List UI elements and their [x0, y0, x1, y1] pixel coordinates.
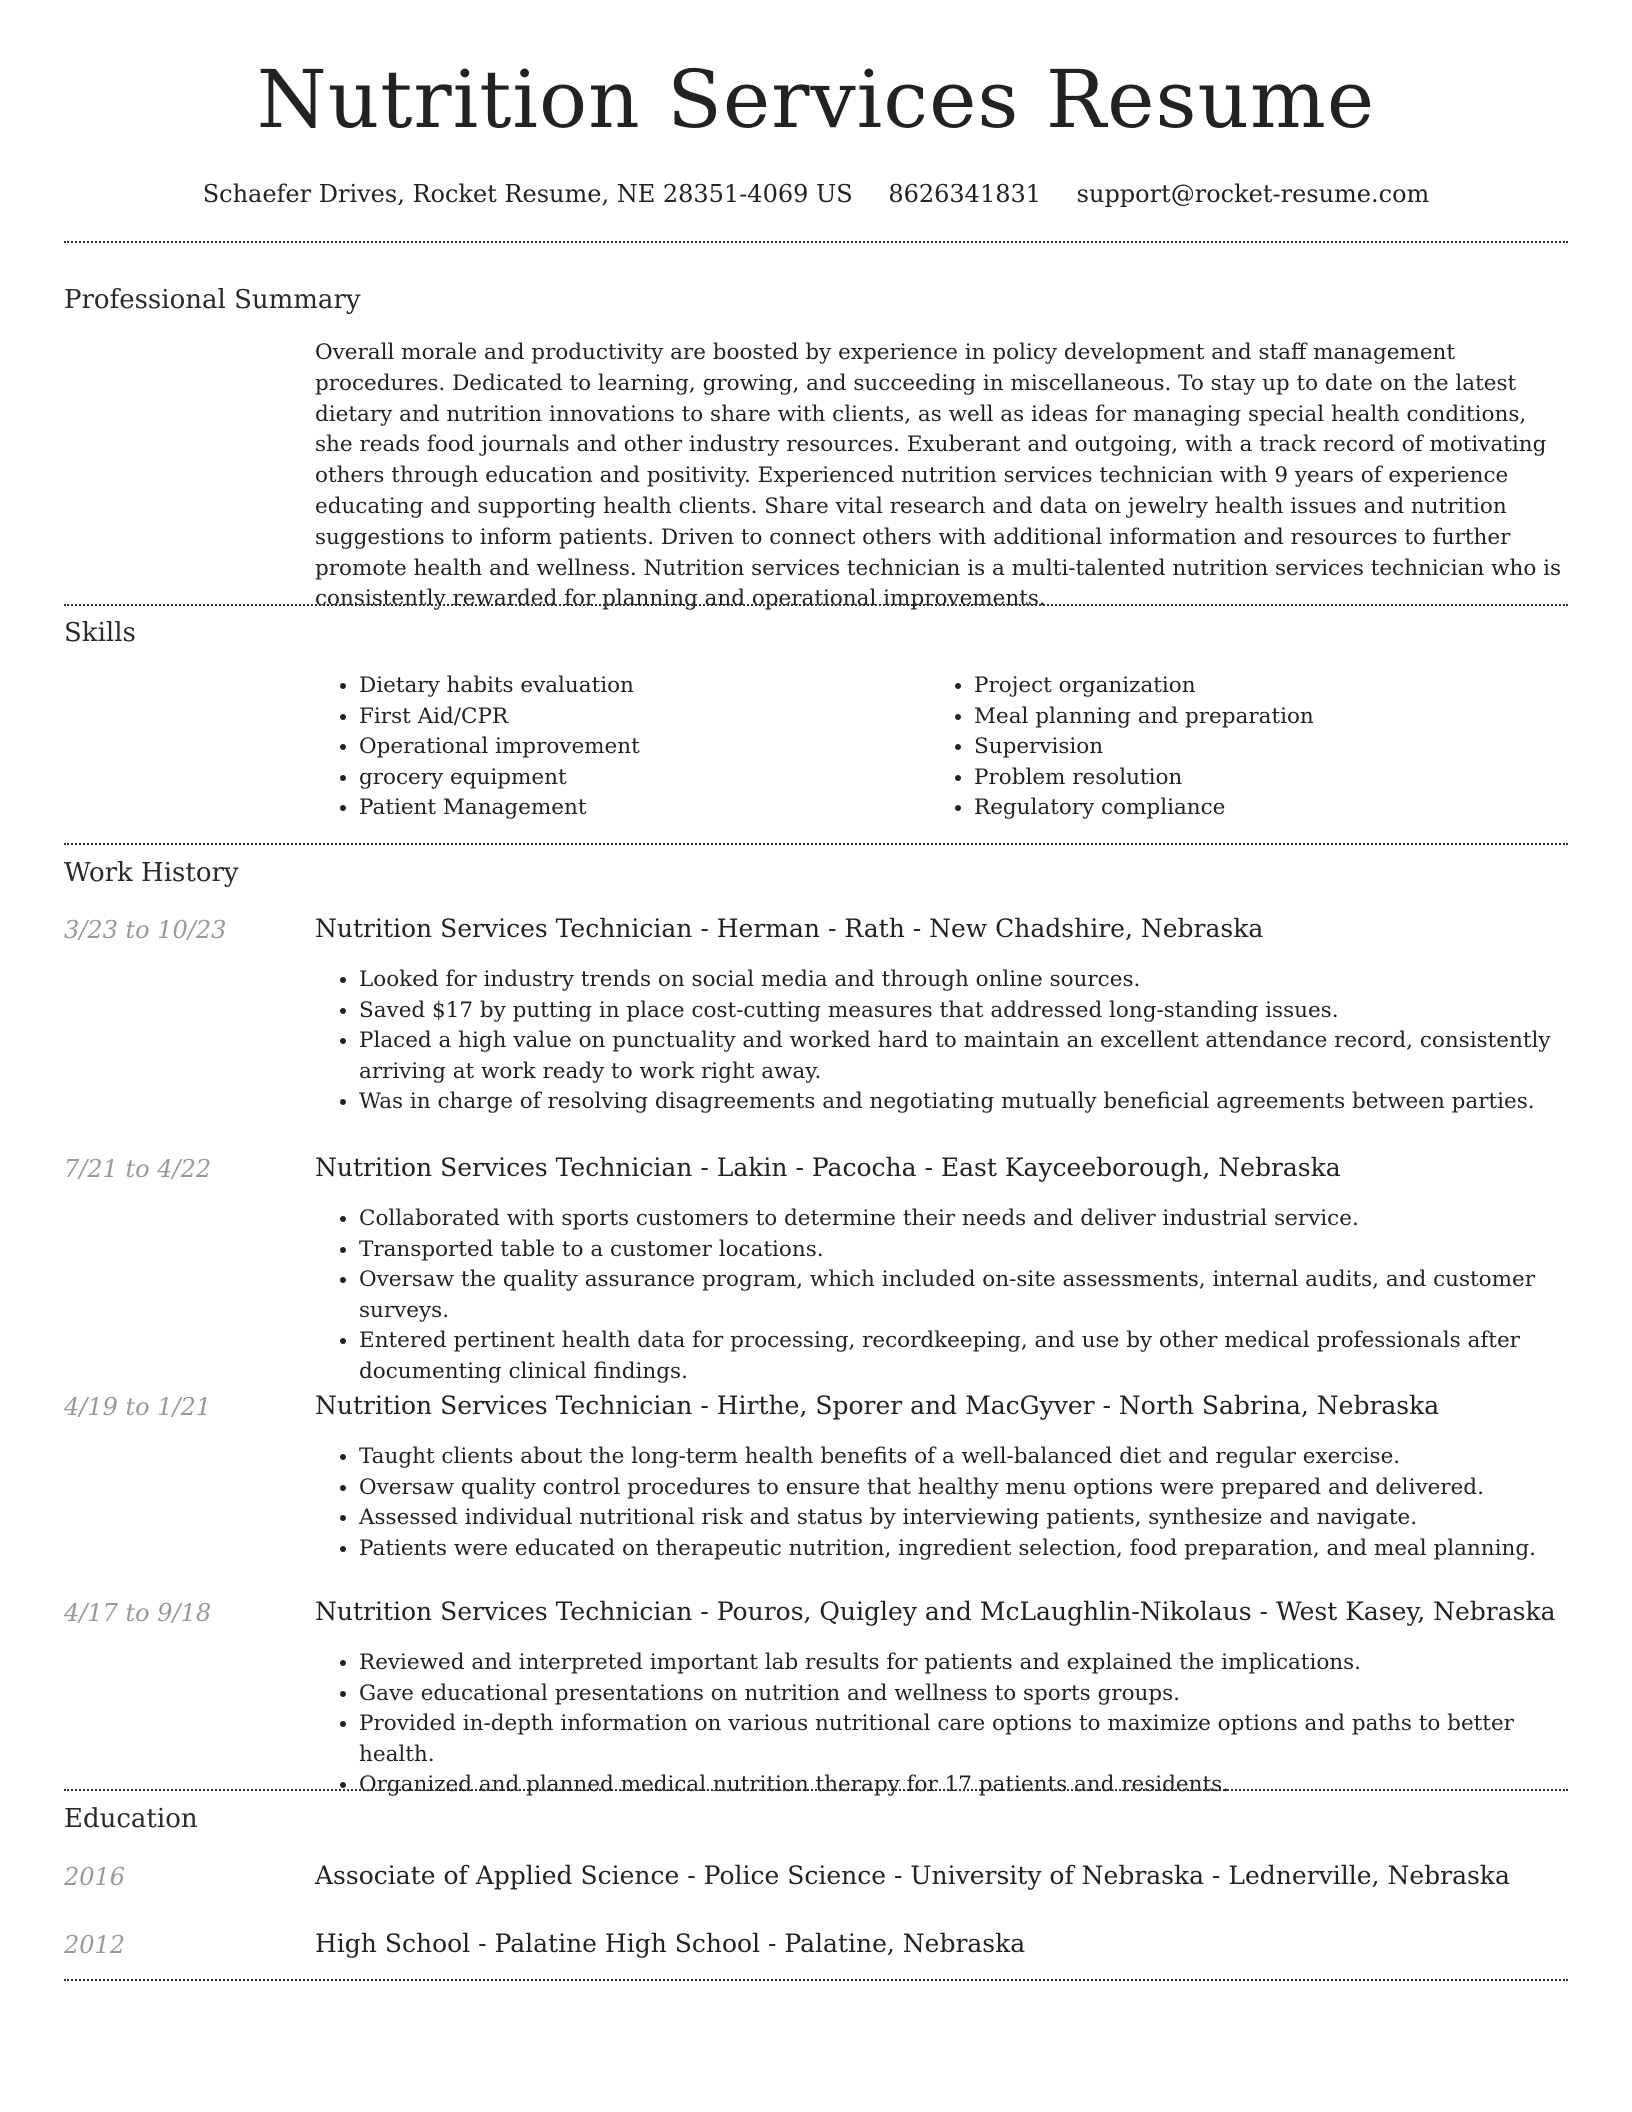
job-title — [315, 1595, 1556, 1629]
skill-item: • Meal planning and preparation — [974, 702, 1530, 733]
education-degree: High School — [315, 1929, 471, 1958]
education-year: 2012 — [64, 1931, 126, 1959]
divider — [64, 241, 1568, 243]
job-bullet: • Reviewed and interpreted important lab results for patients and explained the implications. — [359, 1648, 1570, 1679]
skill-item: • Operational improvement — [359, 732, 915, 763]
job-bullet: • Collaborated with sports customers to determine their needs and deliver industrial service. — [359, 1204, 1570, 1235]
skills-column-left — [315, 671, 915, 824]
education-entry — [315, 1859, 1510, 1893]
job-details: - Herman - Rath - New Chadshire, Nebraska — [692, 914, 1264, 943]
section-title-work: Work History — [64, 858, 239, 888]
job-role: Nutrition Services Technician — [315, 1391, 693, 1420]
job-bullet: • Provided in-depth information on various nutritional care options to maximize options and paths to better health. — [359, 1709, 1570, 1770]
job-role: Nutrition Services Technician — [315, 1597, 693, 1626]
skill-item: • Patient Management — [359, 793, 915, 824]
skill-item: • Problem resolution — [974, 763, 1530, 794]
job-details: - Pouros, Quigley and McLaughlin-Nikolaus - West Kasey, Nebraska — [692, 1597, 1556, 1626]
job-dates: 4/17 to 9/18 — [64, 1599, 212, 1627]
education-details: - Police Science - University of Nebraska - Lednerville, Nebraska — [679, 1861, 1510, 1890]
divider — [64, 843, 1568, 845]
job-role: Nutrition Services Technician — [315, 914, 693, 943]
resume-title: Nutrition Services Resume — [256, 53, 1376, 146]
job-bullet: • Patients were educated on therapeutic nutrition, ingredient selection, food preparation, and meal planning. — [359, 1534, 1570, 1565]
job-details: - Lakin - Pacocha - East Kayceeborough, Nebraska — [692, 1153, 1341, 1182]
job-bullet: • Placed a high value on punctuality and worked hard to maintain an excellent attendance record, consistently arriving at work ready to work right away. — [359, 1026, 1570, 1087]
skill-item: • Dietary habits evaluation — [359, 671, 915, 702]
divider — [64, 604, 1568, 606]
job-bullet: • Transported table to a customer locations. — [359, 1235, 1570, 1266]
job-bullets — [315, 965, 1570, 1118]
job-dates: 4/19 to 1/21 — [64, 1393, 212, 1421]
job-bullet: • Saved $17 by putting in place cost-cutting measures that addressed long-standing issues. — [359, 996, 1570, 1027]
job-title — [315, 1151, 1341, 1185]
job-bullets — [315, 1204, 1570, 1387]
job-bullet: • Oversaw the quality assurance program, which included on-site assessments, internal audits, and customer surveys. — [359, 1265, 1570, 1326]
job-details: - Hirthe, Sporer and MacGyver - North Sabrina, Nebraska — [692, 1391, 1440, 1420]
skill-item: • Supervision — [974, 732, 1530, 763]
education-year: 2016 — [64, 1863, 126, 1891]
job-bullets — [315, 1648, 1570, 1801]
education-details: - Palatine High School - Palatine, Nebraska — [470, 1929, 1026, 1958]
contact-email: support@rocket-resume.com — [1076, 180, 1430, 208]
job-dates: 7/21 to 4/22 — [64, 1155, 212, 1183]
education-entry — [315, 1927, 1025, 1961]
contact-address: Schaefer Drives, Rocket Resume, NE 28351-4069 US — [202, 180, 853, 208]
job-title — [315, 1389, 1439, 1423]
job-bullet: • Organized and planned medical nutrition therapy for 17 patients and residents. — [359, 1770, 1570, 1801]
skills-column-right — [930, 671, 1530, 824]
section-title-skills: Skills — [64, 618, 136, 648]
job-bullet: • Entered pertinent health data for processing, recordkeeping, and use by other medical professionals after documenting clinical findings. — [359, 1326, 1570, 1387]
education-degree: Associate of Applied Science — [315, 1861, 680, 1890]
summary-text: Overall morale and productivity are boosted by experience in policy development and staff management procedures. Dedicated to learning, growing, and succeeding in miscellaneous. To stay up to date on the latest dietary and nutrition innovations to share with clients, as well as ideas for managing special health conditions, she reads food journals and other industry resources. Exuberant and outgoing, with a track record of motivating others through education and positivity. Experienced nutrition services technician with 9 years of experience educating and supporting health clients. Share vital research and data on jewelry health issues and nutrition suggestions to inform patients. Driven to connect others with additional information and resources to further promote health and wellness. Nutrition services technician is a multi-talented nutrition services technician who is consistently rewarded for planning and operational improvements. — [315, 340, 1562, 612]
skill-item: • First Aid/CPR — [359, 702, 915, 733]
section-title-education: Education — [64, 1804, 198, 1834]
job-bullet: • Taught clients about the long-term health benefits of a well-balanced diet and regular exercise. — [359, 1442, 1570, 1473]
skill-item: • Regulatory compliance — [974, 793, 1530, 824]
contact-line — [0, 178, 1632, 210]
job-bullet: • Oversaw quality control procedures to ensure that healthy menu options were prepared and delivered. — [359, 1473, 1570, 1504]
skill-item: • Project organization — [974, 671, 1530, 702]
job-bullets — [315, 1442, 1570, 1564]
divider — [64, 1789, 1568, 1791]
divider — [64, 1979, 1568, 1981]
job-title — [315, 912, 1263, 946]
job-bullet: • Gave educational presentations on nutrition and wellness to sports groups. — [359, 1679, 1570, 1710]
job-role: Nutrition Services Technician — [315, 1153, 693, 1182]
contact-phone: 8626341831 — [888, 180, 1042, 208]
skill-item: • grocery equipment — [359, 763, 915, 794]
job-bullet: • Was in charge of resolving disagreements and negotiating mutually beneficial agreements between parties. — [359, 1087, 1570, 1118]
job-bullet: • Looked for industry trends on social media and through online sources. — [359, 965, 1570, 996]
job-dates: 3/23 to 10/23 — [64, 916, 227, 944]
job-bullet: • Assessed individual nutritional risk and status by interviewing patients, synthesize and navigate. — [359, 1503, 1570, 1534]
section-title-summary: Professional Summary — [64, 285, 361, 315]
